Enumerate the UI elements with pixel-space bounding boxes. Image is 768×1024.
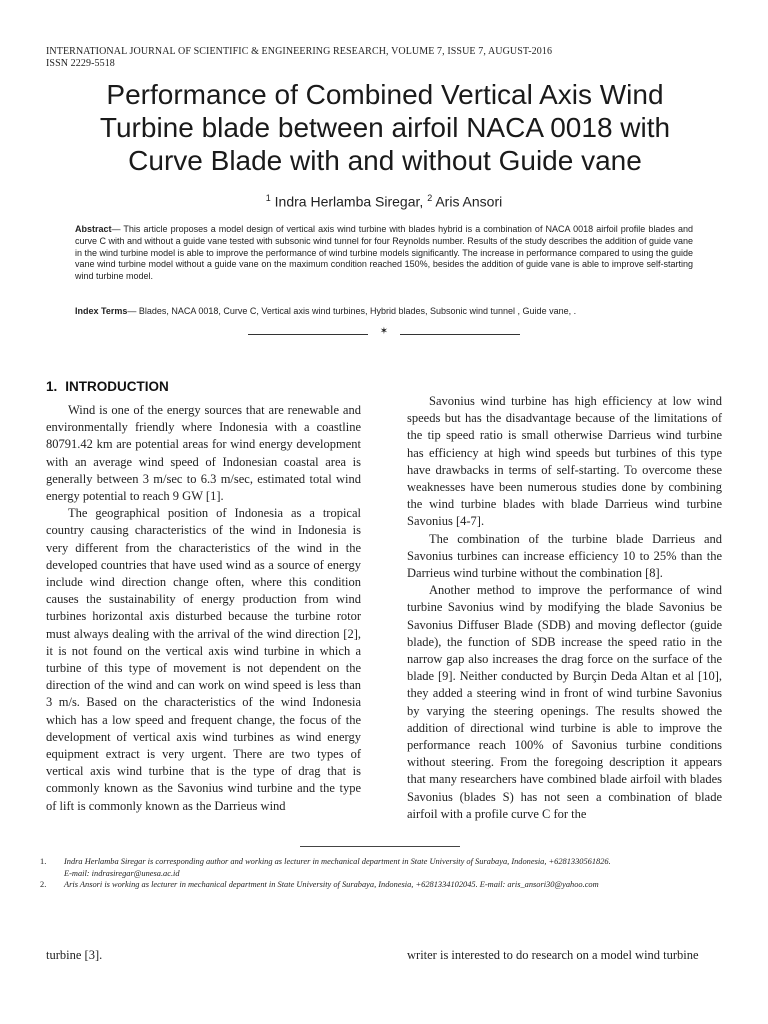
authors — [0, 193, 768, 210]
index-terms-label: Index Terms — [75, 306, 128, 316]
author-2-name: Aris Ansori — [435, 193, 503, 210]
footnote-number: 2. — [40, 880, 47, 889]
paper-title — [40, 78, 730, 177]
abstract-label: Abstract — [75, 224, 112, 234]
author-1-name: Indra Herlamba Siregar, — [274, 193, 424, 210]
paragraph: Wind is one of the energy sources that are renewable and environmentally friendly where Indonesia with a coastline 80791.42 km are potential areas for wind energy development with an average wind speed of Indonesian coastal area is generally between 3 m/sec to 6.3 m/sec, estimated total wind energy potential to reach 9 GW [1]. — [46, 403, 361, 504]
footnote-number: 1. — [40, 857, 47, 866]
journal-name: INTERNATIONAL JOURNAL OF SCIENTIFIC & ENGINEERING RESEARCH, VOLUME 7, ISSUE 7, AUGUST-2016 — [46, 46, 553, 57]
footnote-text: Aris Ansori is working as lecturer in mechanical department in State University of Surabaya, Indonesia, +6281334102045. E-mail: aris_ansori30@yahoo.com — [64, 880, 599, 889]
right-column-continuation: writer is interested to do research on a model wind turbine — [407, 948, 699, 962]
section-heading — [46, 379, 169, 394]
star-icon: ✶ — [379, 326, 389, 337]
issn: ISSN 2229-5518 — [46, 58, 115, 69]
footnote — [40, 879, 740, 891]
index-terms-text: — Blades, NACA 0018, Curve C, Vertical axis wind turbines, Hybrid blades, Subsonic wind tunnel , Guide vane, . — [127, 306, 577, 316]
journal-header — [46, 46, 552, 70]
section-number: 1. — [46, 379, 58, 394]
left-column — [46, 402, 361, 815]
index-terms — [75, 306, 693, 318]
separator-line-right — [400, 334, 520, 335]
section-title: INTRODUCTION — [65, 379, 169, 394]
paragraph: The combination of the turbine blade Darrieus and Savonius turbines can increase efficiency 10 to 25% than the Darrieus wind turbine without the combination [8]. — [407, 531, 722, 581]
footnote-divider — [300, 846, 460, 847]
abstract — [75, 224, 693, 283]
section-separator — [248, 327, 520, 339]
author-1-marker: 1 — [265, 193, 271, 203]
footnote — [40, 856, 740, 879]
title-line: Performance of Combined Vertical Axis Wind — [106, 79, 664, 110]
title-line: Curve Blade with and without Guide vane — [128, 145, 642, 176]
title-line: Turbine blade between airfoil NACA 0018 with — [99, 112, 671, 143]
left-column-continuation: turbine [3]. — [46, 948, 103, 962]
footnote-email: E-mail: indrasiregar@unesa.ac.id — [64, 868, 180, 878]
abstract-text: — This article proposes a model design of vertical axis wind turbine with blades hybrid is a combination of NACA 0018 airfoil profile blades and curve C with and without a guide vane tested with subsonic wind tunnel for four Reynolds number. Results of the study describes the addition of guide vane in the wind turbine model is able to improve the performance of wind turbine models significantly. The increase in performance compared to using the guide vane wind turbine model without a guide vane on the maximum condition reached 150%, besides the addition of guide vane is able to improve self-starting wind turbine model. — [75, 224, 693, 282]
paragraph: Savonius wind turbine has high efficiency at low wind speeds but has the disadvantage because of the limitations of the tip speed ratio is small otherwise Darrieus wind turbine has efficiency at high wind speeds but turbines of this type have drawbacks in terms of self-starting. To overcome these weaknesses have been numerous studies done by combining the wind turbine blades with blade Darrieus wind turbine Savonius [4-7]. — [407, 394, 722, 529]
paragraph: Another method to improve the performance of wind turbine Savonius wind by modifying the blade Savonius be Savonius Diffuser Blade (SDB) and moving deflector (guide blade), the function of SDB increase the speed ratio in the narrow gap also increases the drag force on the surface of the blade [9]. Neither conducted by Burçin Deda Altan et al [10], they added a steering wind in front of wind turbine Savonius by varying the steering openings. The results showed the addition of directional wind turbine is able to improve the performance reach 100% of Savonius turbine conditions without steering. From the foregoing description it appears that many researchers have combined blade airfoil with blades Savonius (blades S) has not seen a combination of blade airfoil with a profile curve C for the — [407, 583, 722, 821]
footnotes — [40, 856, 740, 891]
right-column — [407, 393, 722, 823]
paragraph: The geographical position of Indonesia as a tropical country causing characteristics of the wind in Indonesia is very different from the characteristics of the wind in the developed countries that have used wind as a source of energy include wind direction change often, where this condition causes the sustainability of energy production from wind turbines horizontal axis disturbed because the turbine rotor must always dealing with the arrival of the wind direction [2], it is not found on the vertical axis wind turbine in which a turbine of this type of movement is not dependent on the direction of the wind and can work on wind speed is less than 3 m/s. Based on the characteristics of the wind Indonesia which has a low speed and frequent change, the focus of the development of vertical axis wind turbines as wind energy equipment extract is very urgent. There are two types of vertical axis wind turbine that is the type of drag that is commonly known as the Savonius wind turbine and the type of lift is commonly known as the Darrieus wind — [46, 506, 361, 813]
footnote-text: Indra Herlamba Siregar is corresponding author and working as lecturer in mechanical department in State University of Surabaya, Indonesia, +6281330561826. — [64, 857, 611, 866]
author-2-marker: 2 — [427, 193, 433, 203]
separator-line-left — [248, 334, 368, 335]
